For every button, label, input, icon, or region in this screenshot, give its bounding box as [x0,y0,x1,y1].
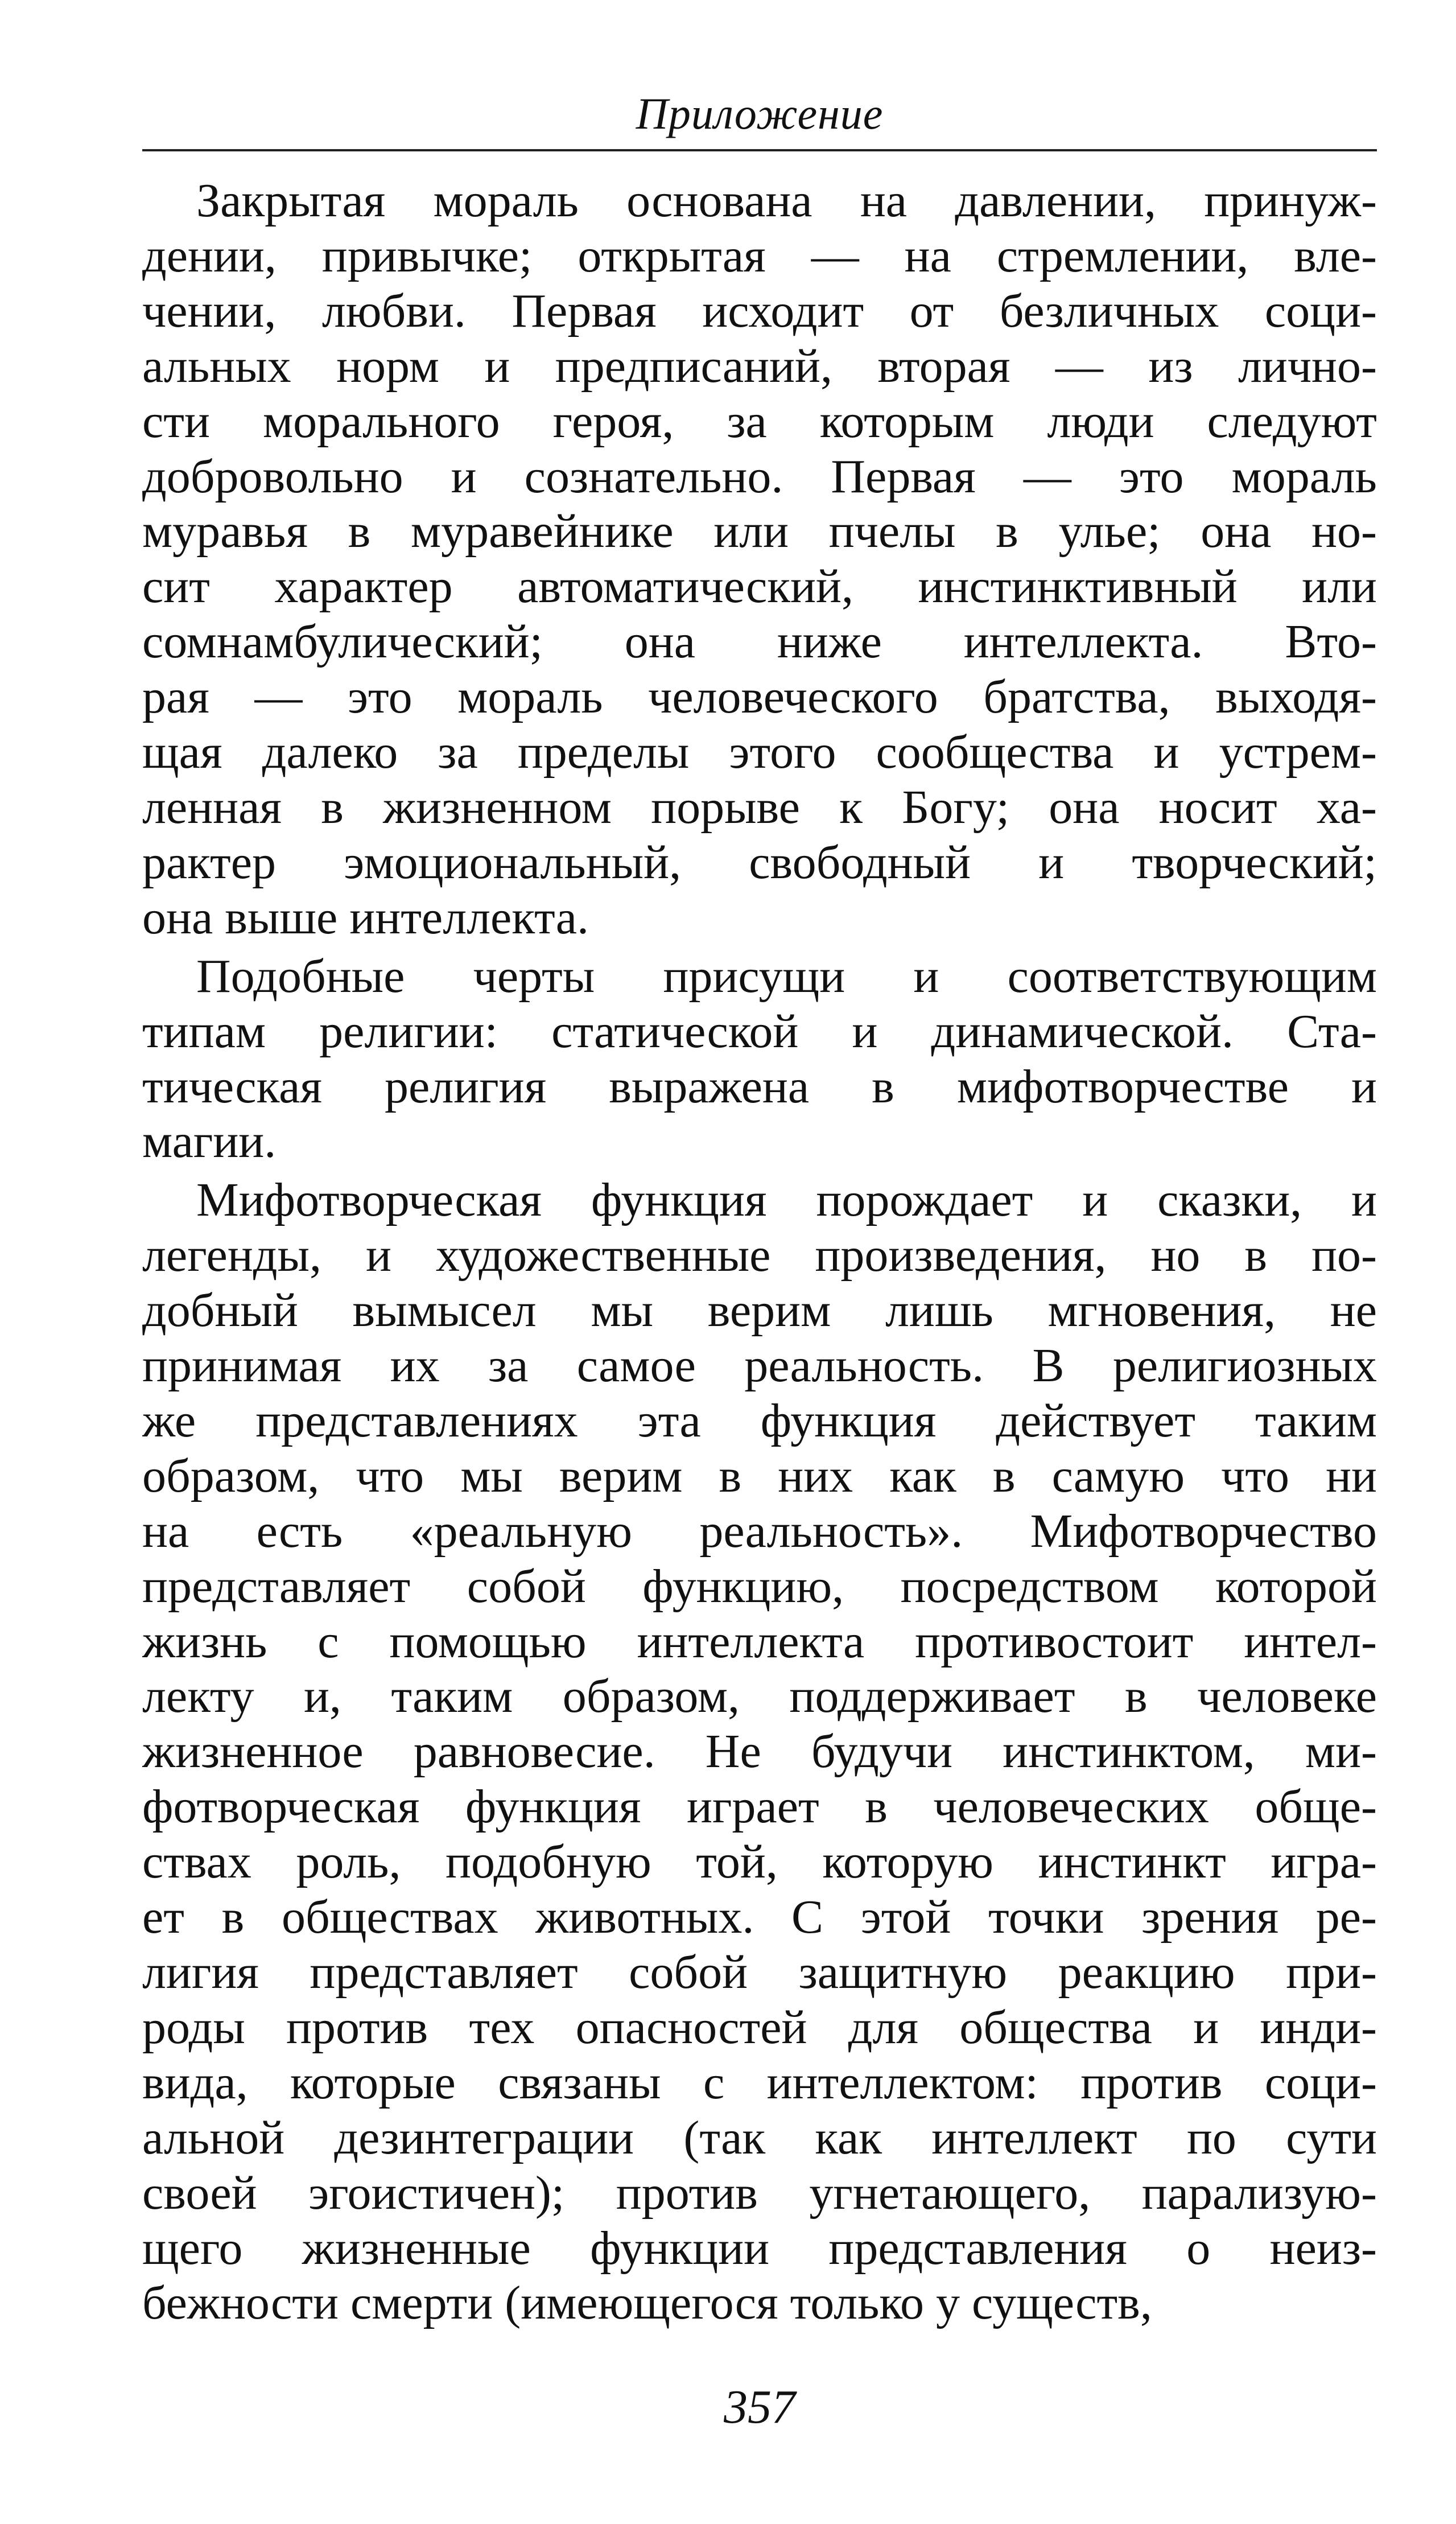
text-line: дении, привычке; открытая — на стремлении, вле- [142,229,1377,282]
text-line: щего жизненные функции представления о неиз- [142,2221,1377,2275]
text-line: бежности смерти (имеющегося только у существ, [142,2276,1152,2330]
page-number: 357 [724,2381,795,2434]
text-line: щая далеко за пределы этого сообщества и устрем- [142,726,1377,779]
text-line: ет в обществах животных. С этой точки зрения ре- [142,1891,1377,1944]
text-line: на есть «реальную реальность». Мифотворчество [142,1504,1377,1558]
text-line: жизнь с помощью интеллекта противостоит интел- [142,1615,1377,1668]
text-line: рактер эмоциональный, свободный и творческий; [142,835,1377,889]
text-line: добровольно и сознательно. Первая — это мораль [142,450,1377,503]
text-line: сомнамбулический; она ниже интеллекта. Вто- [142,615,1377,669]
text-line: сти морального героя, за которым люди следуют [142,394,1377,448]
text-line: фотворческая функция играет в человеческих обще- [142,1780,1377,1834]
text-line: лигия представляет собой защитную реакцию при- [142,1946,1377,1999]
text-line: ленная в жизненном порыве к Богу; она носит ха- [142,780,1377,834]
text-line: типам религии: статической и динамической. Ста- [142,1004,1377,1058]
header-rule [142,149,1377,151]
text-line: сит характер автоматический, инстинктивный или [142,560,1377,613]
text-line: магии. [142,1115,277,1168]
text-line: альных норм и предписаний, вторая — из лично- [142,339,1377,393]
text-line: Мифотворческая функция порождает и сказки, и [196,1174,1377,1227]
text-line: альной дезинтеграции (так как интеллект по сути [142,2111,1377,2164]
text-line: лекту и, таким образом, поддерживает в человеке [142,1670,1377,1723]
text-line: образом, что мы верим в них как в самую что ни [142,1449,1377,1502]
text-line: представляет собой функцию, посредством которой [142,1559,1377,1613]
text-line: же представлениях эта функция действует таким [142,1394,1377,1447]
text-line: она выше интеллекта. [142,891,589,944]
text-line: принимая их за самое реальность. В религиозных [142,1339,1377,1393]
paragraph [142,949,1377,1170]
text-line: муравья в муравейнике или пчелы в улье; она но- [142,505,1377,558]
text-line: чении, любви. Первая исходит от безличных соци- [142,284,1377,337]
text-line: Подобные черты присущи и соответствующим [196,949,1377,1003]
text-line: вида, которые связаны с интеллектом: против соци- [142,2056,1377,2109]
text-line: легенды, и художественные произведения, но в по- [142,1229,1377,1282]
text-line: своей эгоистичен); против угнетающего, парализую- [142,2166,1377,2220]
text-line: добный вымысел мы верим лишь мгновения, не [142,1284,1377,1337]
text-line: рая — это мораль человеческого братства, выходя- [142,670,1377,724]
running-head: Приложение [636,89,884,138]
text-line: тическая религия выражена в мифотворчестве и [142,1060,1377,1113]
text-line: ствах роль, подобную той, которую инстинкт игра- [142,1835,1377,1889]
paragraph [142,1173,1377,2331]
text-line: роды против тех опасностей для общества и инди- [142,2000,1377,2054]
body-text [142,174,1377,2331]
paragraph [142,174,1377,946]
text-line: Закрытая мораль основана на давлении, принуж- [196,174,1377,227]
text-line: жизненное равновесие. Не будучи инстинктом, ми- [142,1725,1377,1778]
